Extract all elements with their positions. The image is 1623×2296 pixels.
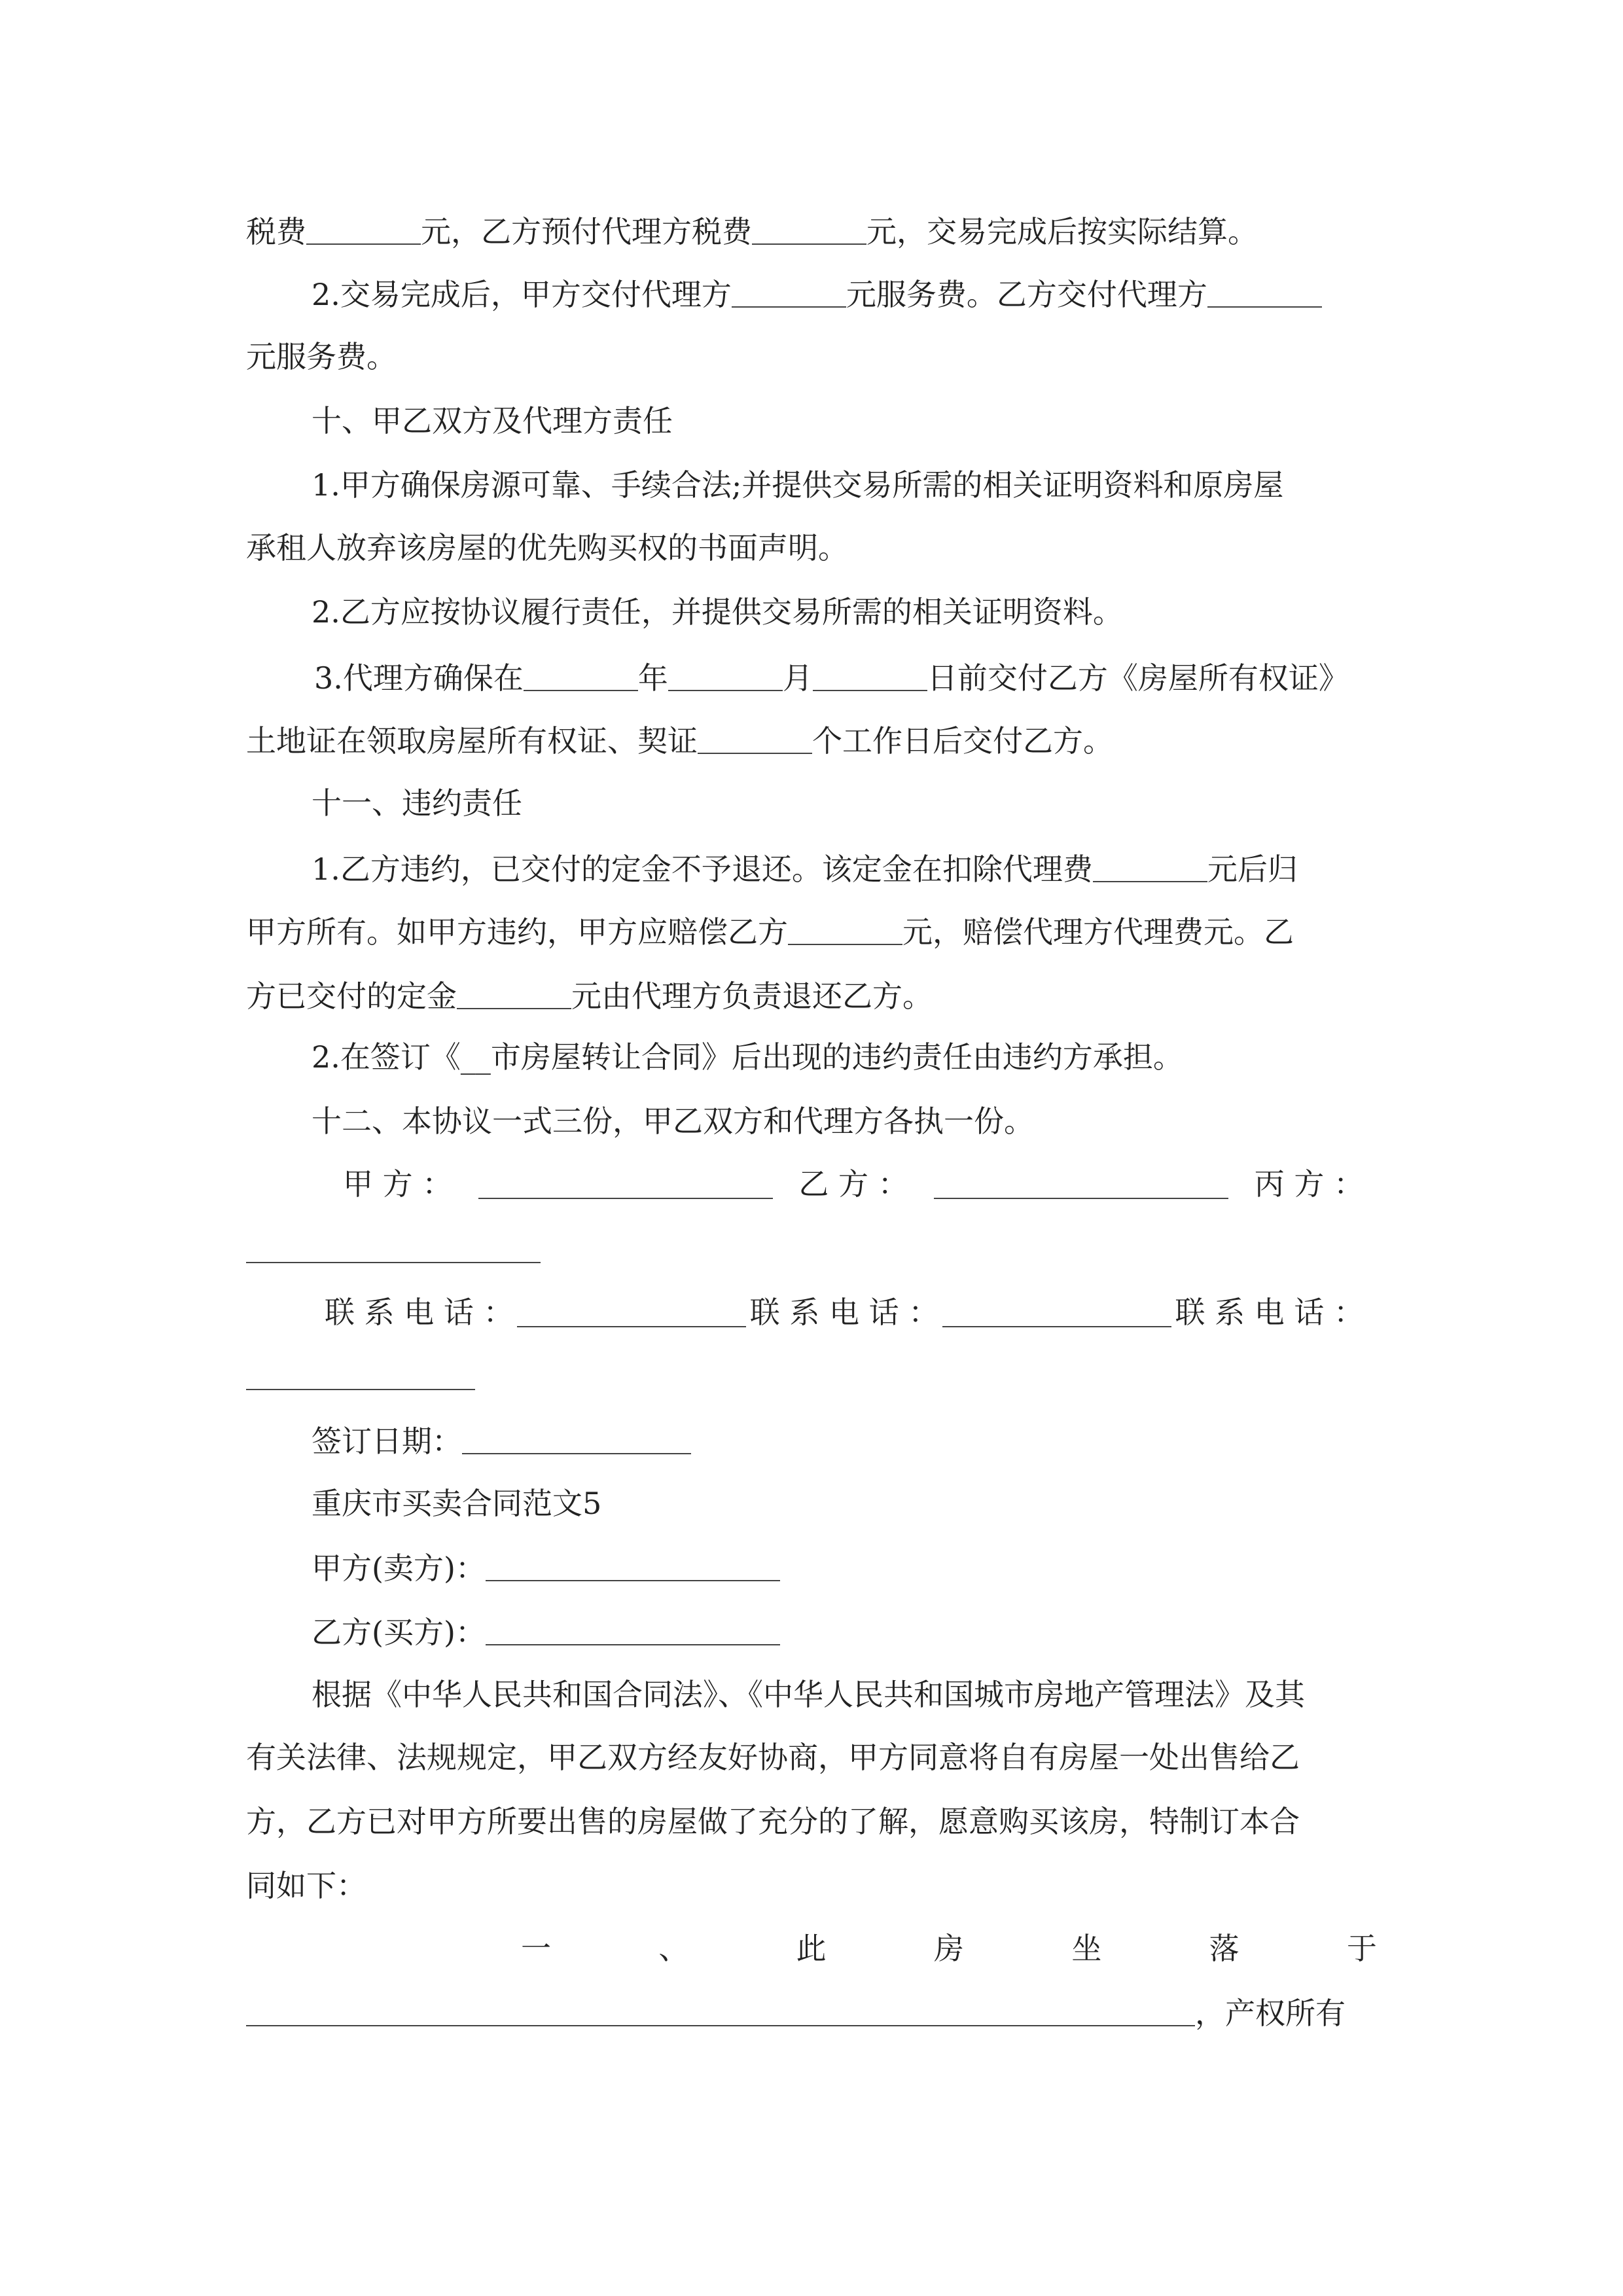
- blank-field: [752, 215, 866, 245]
- party-b-phone-line: [942, 1297, 1171, 1327]
- clause-10-2: 2.乙方应按协议履行责任，并提供交易所需的相关证明资料。: [312, 594, 1123, 630]
- signature-row: [343, 1166, 1364, 1202]
- blank-field: [813, 661, 927, 691]
- preamble-2: 有关法律、法规规定，甲乙双方经友好协商，甲方同意将自有房屋一处出售给乙: [246, 1740, 1300, 1775]
- line-tax-fees: 税费 元，乙方预付代理方税费 元，交易完成后按实际结算。: [246, 214, 1258, 249]
- seller-line: 甲方(卖方)：: [312, 1551, 780, 1583]
- blank-field: [788, 915, 902, 945]
- section-heading-11: 十一、违约责任: [312, 785, 522, 821]
- seller-blank: [486, 1551, 780, 1581]
- blank-field: [306, 215, 421, 245]
- signing-date-line: [462, 1424, 691, 1454]
- clause-1-heading: 一 、 此 房 坐 落 于: [521, 1931, 1377, 1966]
- line-service-fee-cont: 元服务费。: [246, 339, 397, 374]
- blank-field: [1093, 852, 1207, 882]
- clause-10-3: 3.代理方确保在 年 月 日前交付乙方《房屋所有权证》: [314, 660, 1349, 696]
- buyer-blank: [486, 1615, 780, 1645]
- party-c-phone-label: 联 系 电 话 ：: [1175, 1295, 1364, 1330]
- party-a-label: 甲 方 ：: [343, 1166, 453, 1202]
- signing-date: 签订日期：: [312, 1424, 691, 1456]
- clause-11-2: 2.在签订《__市房屋转让合同》后出现的违约责任由违约方承担。: [312, 1039, 1183, 1075]
- section-heading-10: 十、甲乙双方及代理方责任: [312, 403, 673, 439]
- clause-11-1-cont-b: 方已交付的定金 元由代理方负责退还乙方。: [246, 978, 933, 1014]
- clause-11-1-cont-a: 甲方所有。如甲方违约，甲方应赔偿乙方 元，赔偿代理方代理费元。乙: [246, 914, 1294, 950]
- contract-title: 重庆市买卖合同范文5: [312, 1486, 602, 1521]
- party-c-label: 丙 方 ：: [1254, 1166, 1364, 1202]
- clause-1-location: ，产权所有: [246, 1996, 1346, 2028]
- clause-10-1-cont: 承租人放弃该房屋的优先购买权的书面声明。: [246, 530, 848, 565]
- section-heading-12: 十二、本协议一式三份，甲乙双方和代理方各执一份。: [312, 1103, 1034, 1139]
- party-a-signature-line: [478, 1169, 773, 1199]
- party-b-phone-label: 联 系 电 话 ：: [749, 1295, 939, 1330]
- clause-10-3-cont: 土地证在领取房屋所有权证、契证 个工作日后交付乙方。: [246, 723, 1113, 759]
- party-b-signature-line: [934, 1169, 1228, 1199]
- party-a-phone-line: [517, 1297, 746, 1327]
- blank-field: [1207, 278, 1322, 308]
- blank-field: [457, 979, 571, 1009]
- preamble-1: 根据《中华人民共和国合同法》、《中华人民共和国城市房地产管理法》及其: [312, 1677, 1305, 1712]
- blank-field: [668, 661, 783, 691]
- party-c-phone-line: [246, 1360, 475, 1392]
- preamble-3: 方，乙方已对甲方所要出售的房屋做了充分的了解，愿意购买该房，特制订本合: [246, 1804, 1300, 1839]
- party-b-label: 乙 方 ：: [798, 1166, 908, 1202]
- location-blank: [246, 1996, 1195, 2026]
- clause-10-1: 1.甲方确保房源可靠、手续合法;并提供交易所需的相关证明资料和原房屋: [312, 467, 1284, 503]
- line-service-fee: 2.交易完成后，甲方交付代理方 元服务费。乙方交付代理方: [312, 278, 1322, 310]
- party-a-phone-label: 联 系 电 话 ：: [325, 1295, 514, 1330]
- blank-field: [698, 724, 812, 754]
- preamble-4: 同如下：: [246, 1868, 366, 1903]
- blank-field: [732, 278, 846, 308]
- party-c-signature-line: [246, 1233, 541, 1265]
- blank-field: [524, 661, 638, 691]
- phone-row: [325, 1295, 1364, 1330]
- clause-11-1: 1.乙方违约，已交付的定金不予退还。该定金在扣除代理费 元后归: [312, 852, 1298, 887]
- buyer-line: 乙方(买方)：: [312, 1615, 780, 1647]
